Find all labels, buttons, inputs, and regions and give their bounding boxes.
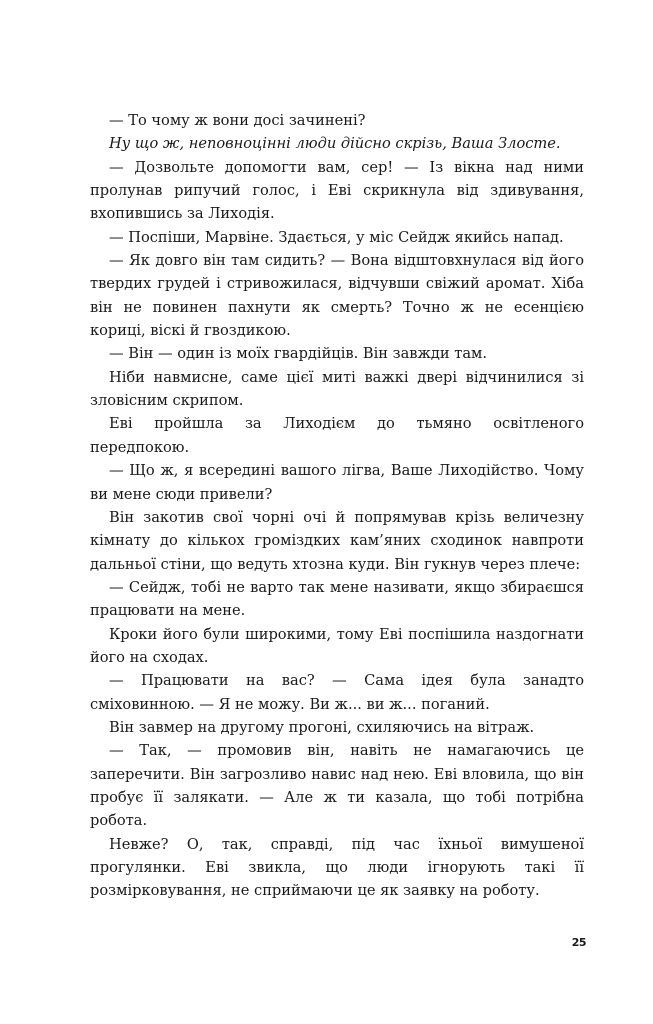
paragraph-4: — Поспіши, Марвіне. Здається, у міс Сейдж якийсь напад.	[109, 228, 564, 246]
paragraph-5: — Як довго він там сидить? — Вона відштовхнулася від його твердих грудей і стривожилася, відчувши свіжий аромат. Хіба він не повинен пахнути як смерть? Точно ж не есенцією кориці, віскі й гвоздикою.	[90, 252, 584, 340]
paragraph-6: — Він — один із моїх гвардійців. Він завжди там.	[109, 345, 488, 363]
paragraph-14: Він завмер на другому прогоні, схиляючись на вітраж.	[109, 718, 535, 736]
paragraph-15: — Так, — промовив він, навіть не намагаючись це заперечити. Він загрозливо навис над нею. Еві вловила, що він пробує її залякати. — Але ж ти казала, що тобі потрібна робота.	[90, 742, 584, 830]
paragraph-3: — Дозвольте допомогти вам, сер! — Із вікна над ними пролунав рипучий голос, і Еві скрикнула від здивування, вхопившись за Лиходія.	[90, 158, 584, 223]
paragraph-7: Ніби навмисне, саме цієї миті важкі двері відчинилися зі зловісним скрипом.	[90, 368, 584, 410]
paragraph-16: Невже? О, так, справді, під час їхньої вимушеної прогулянки. Еві звикла, що люди ігнорують такі її розмірковування, не сприймаючи це як заявку на роботу.	[90, 835, 584, 900]
paragraph-10: Він закотив свої чорні очі й попрямував крізь величезну кімнату до кількох громіздких кам’яних сходинок навпроти дальньої стіни, що ведуть хтозна куди. Він гукнув через плече:	[90, 508, 584, 573]
paragraph-1: — То чому ж вони досі зачинені?	[109, 112, 366, 129]
paragraph-2: Ну що ж, неповноцінні люди дійсно скрізь, Ваша Злосте.	[109, 135, 561, 153]
page-body	[90, 109, 584, 903]
paragraph-13: — Працювати на вас? — Сама ідея була занадто сміховинною. — Я не можу. Ви ж... ви ж... поганий.	[90, 672, 584, 713]
paragraph-12: Кроки його були широкими, тому Еві поспішила наздогнати його на сходах.	[90, 625, 584, 666]
page-number: 25	[571, 936, 586, 949]
paragraph-8: Еві пройшла за Лиходієм до тьмяно освітленого передпокою.	[90, 415, 584, 456]
paragraph-11: — Сейдж, тобі не варто так мене називати, якщо збираєшся працювати на мене.	[90, 578, 584, 620]
paragraph-9: — Що ж, я всередині вашого лігва, Ваше Лиходійство. Чому ви мене сюди привели?	[90, 462, 584, 503]
